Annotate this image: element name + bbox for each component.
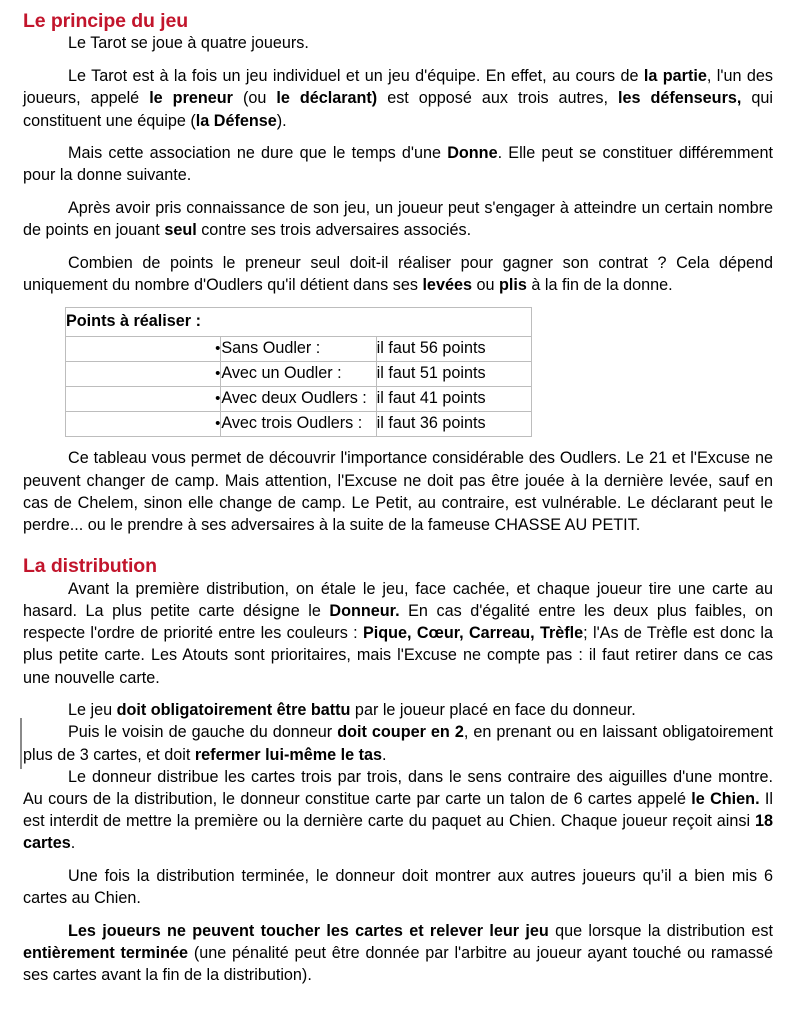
emphasis-le-chien: le Chien. xyxy=(691,790,760,809)
text-run: Une fois la distribution terminée, le donneur doit montrer aux autres joueurs qu’il a bien mis 6 cartes au Chien. xyxy=(23,867,773,908)
bullet-icon: • xyxy=(215,415,221,433)
text-run: est opposé aux trois autres, xyxy=(377,89,619,108)
emphasis-couleurs: Pique, Cœur, Carreau, Trèfle xyxy=(362,624,584,643)
text-run: . xyxy=(382,745,387,764)
paragraph-principe-6 xyxy=(23,447,773,536)
text-run: . xyxy=(70,834,76,853)
bullet-cell xyxy=(66,412,221,437)
changed-paragraph-block xyxy=(23,721,773,765)
emphasis-battu: doit obligatoirement être battu xyxy=(116,701,351,720)
paragraph-distribution-6 xyxy=(23,920,773,987)
text-run: à la fin de la donne. xyxy=(526,276,673,295)
emphasis-levees: levées xyxy=(422,276,472,295)
emphasis-les-defenseurs: les défenseurs, xyxy=(618,89,742,108)
heading-le-principe-du-jeu: Le principe du jeu xyxy=(23,10,189,32)
text-run: Puis le voisin de gauche du donneur xyxy=(68,723,338,742)
table-row xyxy=(66,362,532,387)
emphasis-donneur: Donneur. xyxy=(329,601,400,620)
text-run: ; l'As de Trèfle est donc la plus petite carte. Les Atouts sont prioritaires, mais l'Excuse ne compte pas : il faut retirer dans ce cas une nouvelle carte. xyxy=(23,624,773,687)
emphasis-le-declarant: le déclarant) xyxy=(276,89,378,108)
emphasis-les-joueurs-ne-peuvent-toucher: Les joueurs ne peuvent toucher les cartes et relever leur jeu xyxy=(68,922,549,941)
emphasis-entierement-terminee: entièrement terminée xyxy=(23,944,189,963)
table-row xyxy=(66,412,532,437)
row-value: il faut 41 points xyxy=(376,387,531,412)
row-label: Avec trois Oudlers : xyxy=(221,412,376,437)
text-run: Le jeu xyxy=(68,701,117,720)
paragraph-distribution-3 xyxy=(23,721,773,765)
text-run: Mais cette association ne dure que le temps d'une xyxy=(68,144,448,163)
document-content xyxy=(23,0,773,987)
points-a-realiser-table xyxy=(65,307,532,437)
paragraph-principe-5 xyxy=(23,252,773,296)
row-label: Avec un Oudler : xyxy=(221,362,376,387)
section-distribution xyxy=(23,536,773,577)
points-table-container xyxy=(23,307,773,437)
emphasis-couper-en-2: doit couper en 2 xyxy=(337,723,464,742)
text-run: , l'un des joueurs, appelé xyxy=(23,67,773,108)
paragraph-distribution-2 xyxy=(23,699,773,721)
text-run: ou xyxy=(471,276,499,295)
table-row xyxy=(66,337,532,362)
text-run: contre ses trois adversaires associés. xyxy=(196,221,472,240)
text-run: Combien de points le preneur seul doit-il réaliser pour gagner son contrat ? Cela dépend uniquement du nombre d'Oudlers qu'il détient dans ses xyxy=(23,254,773,295)
text-run: ). xyxy=(276,111,287,130)
table-header-row xyxy=(66,308,532,337)
emphasis-la-partie: la partie xyxy=(643,67,707,86)
text-run: En cas d'égalité entre les deux plus faibles, on respecte l'ordre de priorité entre les couleurs : xyxy=(23,601,773,643)
bullet-icon: • xyxy=(215,390,221,408)
text-run: par le joueur placé en face du donneur. xyxy=(350,701,636,720)
emphasis-donne: Donne xyxy=(447,144,498,163)
section-principe xyxy=(23,0,773,32)
paragraph-distribution-4 xyxy=(23,766,773,855)
row-value: il faut 56 points xyxy=(376,337,531,362)
text-run: . Elle peut se constituer différemment pour la donne suivante. xyxy=(23,144,773,185)
text-run: Il est interdit de mettre la première ou la dernière carte du paquet au Chien. Chaque joueur reçoit ainsi xyxy=(23,790,773,831)
paragraph-distribution-5 xyxy=(23,865,773,909)
row-label: Avec deux Oudlers : xyxy=(221,387,376,412)
paragraph-principe-1 xyxy=(23,32,773,54)
emphasis-plis: plis xyxy=(498,276,527,295)
heading-la-distribution: La distribution xyxy=(23,555,157,578)
emphasis-la-defense: la Défense xyxy=(195,111,277,130)
paragraph-principe-2 xyxy=(23,65,773,132)
text-run: Le donneur distribue les cartes trois par trois, dans le sens contraire des aiguilles d'une montre. Au cours de la distribution, le donneur constitue carte par carte un talon de 6 cartes appelé xyxy=(23,767,773,809)
row-value: il faut 51 points xyxy=(376,362,531,387)
bullet-icon: • xyxy=(215,365,221,383)
row-value: il faut 36 points xyxy=(376,412,531,437)
text-run: , en prenant ou en laissant obligatoirement plus de 3 cartes, et doit xyxy=(23,723,774,764)
table-body xyxy=(66,308,532,437)
emphasis-refermer-le-tas: refermer lui-même le tas xyxy=(194,745,383,764)
paragraph-principe-3 xyxy=(23,142,773,186)
text-run: Le Tarot est à la fois un jeu individuel et un jeu d'équipe. En effet, au cours de xyxy=(68,67,644,86)
text-run: Le Tarot se joue à quatre joueurs. xyxy=(68,34,309,53)
text-run: Ce tableau vous permet de découvrir l'importance considérable des Oudlers. Le 21 et l'Excuse ne peuvent changer de camp. Mais attention, l'Excuse ne doit pas être jouée à la dernière levée, sauf en cas de Chelem, sinon elle change de camp. Le Petit, au contraire, est vulnérable. Le déclarant peut le perdre... ou le prendre à ses adversaires à la suite de la fameuse CHASSE AU PETIT. xyxy=(23,449,773,535)
table-header-label: Points à réaliser : xyxy=(66,308,532,337)
bullet-cell xyxy=(66,337,221,362)
emphasis-le-preneur: le preneur xyxy=(149,89,233,108)
paragraph-distribution-1 xyxy=(23,578,773,689)
paragraph-principe-4 xyxy=(23,197,773,241)
revision-change-bar xyxy=(20,718,22,768)
emphasis-18-cartes: 18 cartes xyxy=(23,812,773,853)
emphasis-seul: seul xyxy=(164,221,197,240)
text-run: (une pénalité peut être donnée par l'arbitre au joueur ayant touché ou ramassé ses cartes avant la fin de la distribution). xyxy=(23,944,774,985)
text-run: qui constituent une équipe ( xyxy=(23,89,773,130)
table-row xyxy=(66,387,532,412)
text-run: (ou xyxy=(232,89,277,108)
text-run: Après avoir pris connaissance de son jeu, un joueur peut s'engager à atteindre un certain nombre de points en jouant xyxy=(23,199,773,240)
bullet-cell xyxy=(66,387,221,412)
bullet-cell xyxy=(66,362,221,387)
text-run: que lorsque la distribution est xyxy=(548,922,773,941)
text-run: Avant la première distribution, on étale le jeu, face cachée, et chaque joueur tire une carte au hasard. La plus petite carte désigne le xyxy=(23,579,773,620)
row-label: Sans Oudler : xyxy=(221,337,376,362)
bullet-icon: • xyxy=(215,340,221,358)
